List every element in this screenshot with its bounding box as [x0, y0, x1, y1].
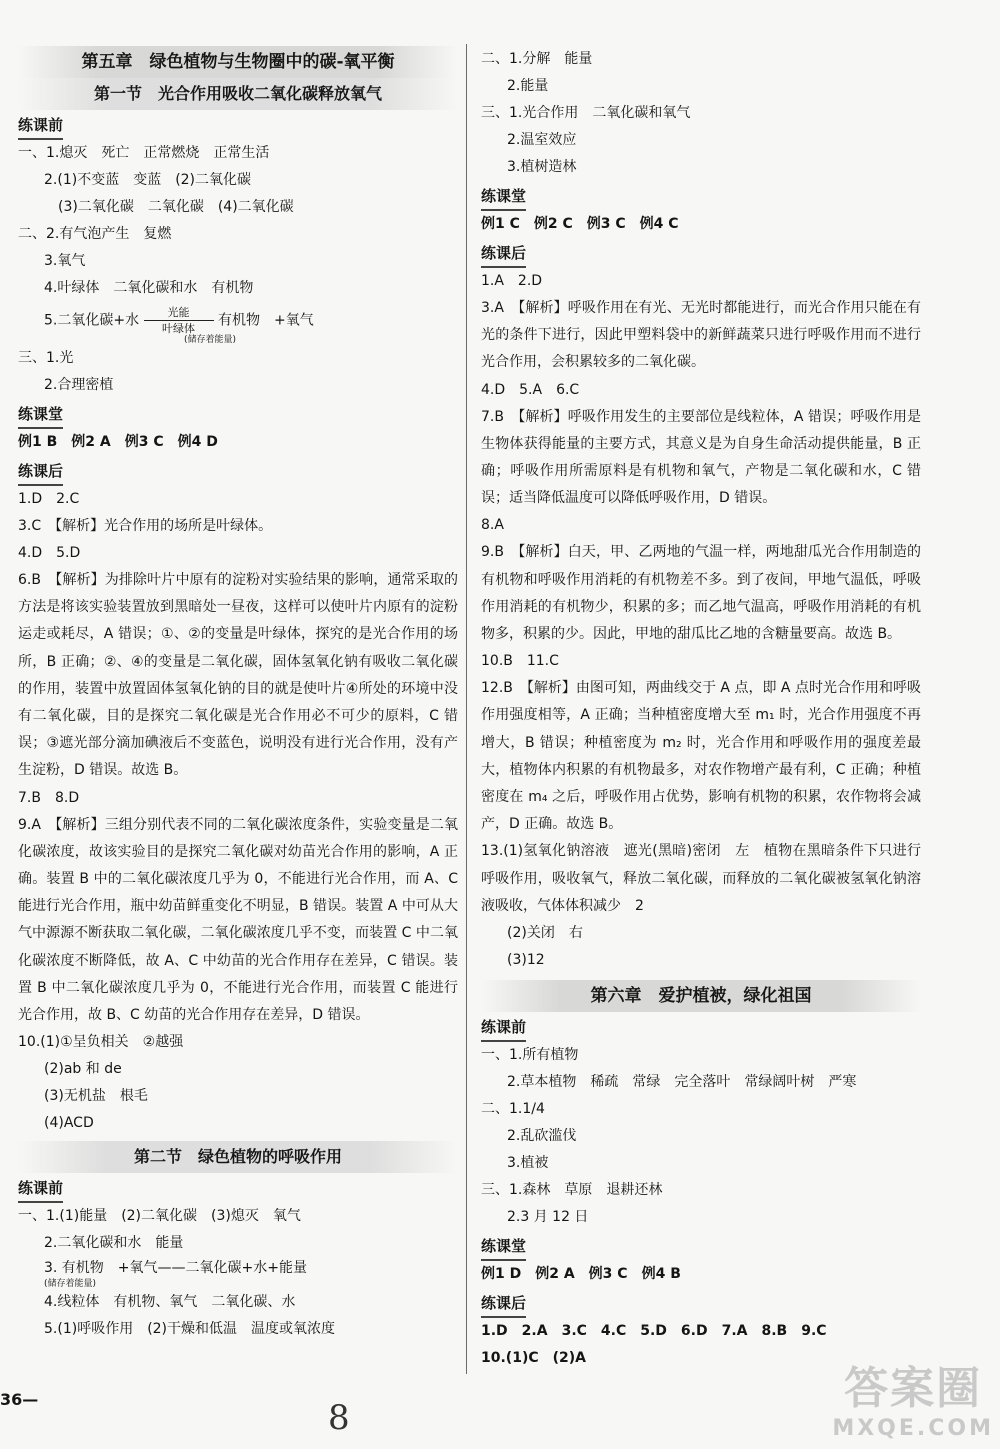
answer-line: 2.温室效应 [507, 132, 577, 148]
watermark-logo [832, 1352, 994, 1441]
s2-class-heading: 练课堂 [481, 183, 526, 211]
answer-line: 一、1.所有植物 [481, 1047, 579, 1064]
answer-line: 三、1.光 [18, 350, 74, 366]
right-column [481, 46, 921, 1372]
explanation-paragraph: 7.B 【解析】呼吸作用发生的主要部位是线粒体，A 错误；呼吸作用是生物体获得能量的主要方式，其意义是为自身生命活动提供能量，B 正确；呼吸作用所需原料是有机物和氧气，产物是二氧化碳和水，C 错误；适当降低温度可以降低呼吸作用，D 错误。 [481, 408, 921, 507]
s1-post-heading: 练课后 [18, 458, 63, 486]
equation-bar [144, 320, 214, 321]
answer-line: 3.氧气 [44, 253, 86, 269]
explanation-paragraph: 12.B 【解析】由图可知，两曲线交于 A 点，即 A 点时光合作用和呼吸作用强度相等，A 正确；当种植密度增大至 m₁ 时，光合作用强度不再增大，B 错误；种植密度为 m₂ 时，光合作用和呼吸作用的强度差最大，植物体内积累的有机物最多，对农作物增产最有利，C 正确；种植密度在 m₄ 之后，呼吸作用占优势，影响有机物的积累，农作物将会减产，D 正确。故选 B。 [481, 680, 921, 833]
watermark-url: MXQE.COM [832, 1416, 994, 1441]
answer-line: 5.(1)呼吸作用 (2)干燥和低温 温度或氧浓度 [44, 1321, 336, 1338]
answer-line: 2.草本植物 稀疏 常绿 完全落叶 常绿阔叶树 严寒 [507, 1074, 857, 1091]
answer-line: 2.能量 [507, 78, 549, 94]
equation-condition-bottom: 叶绿体 [162, 322, 196, 335]
answer-line: 10.(1)C (2)A [481, 1350, 586, 1367]
answer-line: 例1 C 例2 C 例3 C 例4 C [481, 216, 679, 232]
answer-line: 2.合理密植 [44, 377, 114, 393]
answer-line: (3)二氧化碳 二氧化碳 (4)二氧化碳 [58, 199, 294, 215]
answer-line: 4.线粒体 有机物、氧气 二氧化碳、水 [44, 1294, 296, 1311]
answer-line: 4.D 5.A 6.C [481, 381, 580, 398]
explanation-paragraph: 3.A 【解析】呼吸作用在有光、无光时都能进行，而光合作用只能在有光的条件下进行，因此甲塑料袋中的新鲜蔬菜只进行呼吸作用而不进行光合作用，会积累较多的二氧化碳。 [481, 300, 921, 371]
watermark-text: 答案圈 [844, 1363, 983, 1414]
answer-line: 2.乱砍滥伐 [507, 1128, 577, 1145]
answer-line: 二、1.1/4 [481, 1101, 545, 1118]
answer-line: 10.B 11.C [481, 653, 559, 670]
answer-line: 2.3 月 12 日 [507, 1209, 589, 1226]
c6-class-heading: 练课堂 [481, 1233, 526, 1261]
s1-pre-heading: 练课前 [18, 112, 63, 140]
s2-post-heading: 练课后 [481, 240, 526, 268]
answer-line: 1.D 2.A 3.C 4.C 5.D 6.D 7.A 8.B 9.C [481, 1323, 827, 1340]
c6-pre-heading: 练课前 [481, 1014, 526, 1042]
answer-line: 10.(1)①呈负相关 ②越强 [18, 1034, 184, 1051]
s2-pre-heading: 练课前 [18, 1175, 63, 1203]
section-1-title: 第一节 光合作用吸收二氧化碳释放氧气 [18, 78, 458, 110]
answer-line: (4)ACD [44, 1115, 94, 1132]
answer-line: (3)无机盐 根毛 [44, 1088, 148, 1105]
page-number: 36— [0, 1390, 39, 1409]
answer-line: (2)ab 和 de [44, 1061, 122, 1078]
left-column [18, 46, 458, 1343]
answer-line: (2)关闭 右 [507, 925, 583, 942]
answer-line: (3)12 [507, 952, 545, 969]
answer-line: 4.D 5.D [18, 545, 81, 561]
answer-line: 1.A 2.D [481, 273, 543, 289]
answer-line: 3.C 【解析】光合作用的场所是叶绿体。 [18, 518, 273, 534]
chapter-6-title: 第六章 爱护植被，绿化祖国 [481, 980, 921, 1012]
explanation-paragraph: 9.B 【解析】白天，甲、乙两地的气温一样，两地甜瓜光合作用制造的有机物和呼吸作用消耗的有机物差不多。到了夜间，甲地气温低，呼吸作用消耗的有机物少，积累的多；而乙地气温高，呼吸作用消耗的有机物多，积累的少。因此，甲地的甜瓜比乙地的含糖量要高。故选 B。 [481, 544, 921, 643]
answer-line: 8.A [481, 517, 504, 534]
answer-line: 二、1.分解 能量 [481, 51, 593, 67]
answer-line: 三、1.光合作用 二氧化碳和氧气 [481, 105, 691, 121]
equation-left: 5.二氧化碳+水 [44, 312, 140, 329]
answer-line: 7.B 8.D [18, 789, 80, 806]
answer-line: 例1 D 例2 A 例3 C 例4 B [481, 1266, 681, 1283]
answer-line: 2.(1)不变蓝 变蓝 (2)二氧化碳 [44, 172, 252, 188]
photosynthesis-equation [18, 302, 458, 345]
equation-note: (储存着能量) [44, 1279, 97, 1290]
answer-line: 一、1.(1)能量 (2)二氧化碳 (3)熄灭 氧气 [18, 1208, 301, 1225]
s1-class-heading: 练课堂 [18, 401, 63, 429]
answer-line: 3.植树造林 [507, 159, 577, 175]
equation-text: 3. 有机物 +氧气——二氧化碳+水+能量 [44, 1260, 307, 1277]
answer-line: 2.二氧化碳和水 能量 [44, 1235, 184, 1252]
equation-right: 有机物 +氧气 [218, 312, 314, 329]
equation-note: (储存着能量) [184, 335, 237, 345]
chapter-5-title: 第五章 绿色植物与生物圈中的碳-氧平衡 [18, 46, 458, 78]
answer-line: 3.植被 [507, 1155, 549, 1172]
explanation-paragraph: 13.(1)氢氧化钠溶液 遮光(黑暗)密闭 左 植物在黑暗条件下只进行呼吸作用，吸收氧气，释放二氧化碳，而释放的二氧化碳被氢氧化钠溶液吸收，气体体积减少 2 [481, 843, 921, 914]
answer-line: 例1 B 例2 A 例3 C 例4 D [18, 434, 218, 450]
handwritten-mark: 8 [328, 1398, 350, 1438]
answer-line: 4.叶绿体 二氧化碳和水 有机物 [44, 280, 254, 296]
answer-line: 一、1.熄灭 死亡 正常燃烧 正常生活 [18, 145, 270, 161]
section-2-title: 第二节 绿色植物的呼吸作用 [18, 1141, 458, 1173]
answer-line: 三、1.森林 草原 退耕还林 [481, 1182, 663, 1199]
explanation-paragraph: 9.A 【解析】三组分别代表不同的二氧化碳浓度条件，实验变量是二氧化碳浓度，故该实验目的是探究二氧化碳对幼苗光合作用的影响，A 正确。装置 B 中的二氧化碳浓度几乎为 0，不能进行光合作用，而 A、C 能进行光合作用，瓶中幼苗鲜重变化不明显，B 错误。装置 A 中可从大气中源源不断获取二氧化碳，二氧化碳浓度几乎不变，而装置 C 中二氧化碳浓度不断降低，故 A、C 中幼苗的光合作用存在差异，C 错误。装置 B 中二氧化碳浓度几乎为 0，不能进行光合作用，而装置 C 能进行光合作用，故 B、C 幼苗的光合作用存在差异，D 错误。 [18, 816, 458, 1024]
explanation-paragraph: 6.B 【解析】为排除叶片中原有的淀粉对实验结果的影响，通常采取的方法是将该实验装置放到黑暗处一昼夜，这样可以使叶片内原有的淀粉运走或耗尽，A 错误；①、②的变量是叶绿体，探究的是光合作用的场所，B 正确；②、④的变量是二氧化碳，固体氢氧化钠有吸收二氧化碳的作用，装置中放置固体氢氧化钠的目的就是使叶片④所处的环境中没有二氧化碳，目的是探究二氧化碳是光合作用必不可少的原料，C 错误；③遮光部分滴加碘液后不变蓝色，说明没有进行光合作用，没有产生淀粉，D 错误。故选 B。 [18, 572, 458, 779]
column-divider [466, 44, 467, 1374]
equation-condition-top: 光能 [167, 306, 190, 319]
equation-arrow [144, 306, 214, 335]
c6-post-heading: 练课后 [481, 1290, 526, 1318]
respiration-equation [18, 1257, 458, 1289]
answer-line: 1.D 2.C [18, 491, 80, 507]
answer-line: 二、2.有气泡产生 复燃 [18, 226, 172, 242]
